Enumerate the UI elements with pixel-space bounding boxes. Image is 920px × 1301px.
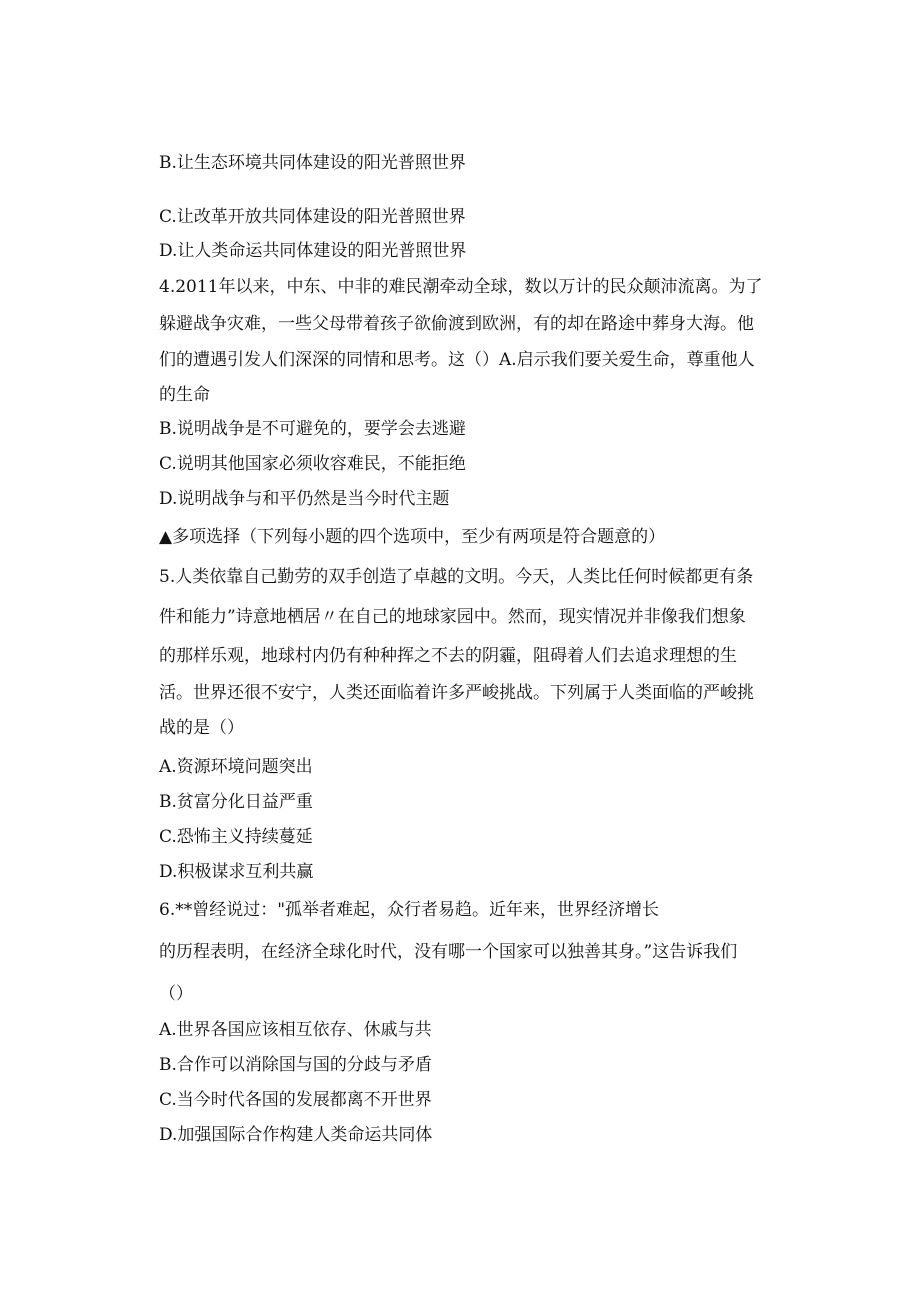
section-heading: ▲多项选择（下列每小题的四个选项中，至少有两项是符合题意的） xyxy=(159,527,666,547)
q5-option-c: C.恐怖主义持续蔓延 xyxy=(159,827,313,847)
q6-option-a: A.世界各国应该相互依存、休戚与共 xyxy=(159,1020,432,1040)
q5-option-a: A.资源环境问题突出 xyxy=(159,757,313,777)
q4-option-a-cont: 的生命 xyxy=(159,385,210,405)
q6-stem-line-1: 6.**曾经说过："孤举者难起，众行者易趋。近年来，世界经济增长 xyxy=(159,900,660,920)
q6-stem-line-3: （） xyxy=(159,984,193,1004)
q4-option-d: D.说明战争与和平仍然是当今时代主题 xyxy=(159,489,450,509)
q3-option-b: B.让生态环境共同体建设的阳光普照世界 xyxy=(159,153,466,173)
q4-option-b: B.说明战争是不可避免的，要学会去逃避 xyxy=(159,419,466,439)
q5-stem-line-5: 战的是（） xyxy=(159,718,244,738)
q3-option-d: D.让人类命运共同体建设的阳光普照世界 xyxy=(159,241,467,261)
q4-option-c: C.说明其他国家必须收容难民，不能拒绝 xyxy=(159,454,466,474)
q6-option-c: C.当今时代各国的发展都离不开世界 xyxy=(159,1090,432,1110)
q5-stem-line-2: 件和能力”诗意地栖居〃在自己的地球家园中。然而，现实情况并非像我们想象 xyxy=(159,607,746,627)
q6-option-b: B.合作可以消除国与国的分歧与矛盾 xyxy=(159,1055,432,1075)
q4-stem-line-3: 们的遭遇引发人们深深的同情和思考。这（）A.启示我们要关爱生命，尊重他人 xyxy=(159,350,755,370)
q5-option-d: D.积极谋求互利共赢 xyxy=(159,862,314,882)
q3-option-c: C.让改革开放共同体建设的阳光普照世界 xyxy=(159,207,466,227)
q4-stem-line-2: 躲避战争灾难，一些父母带着孩子欲偷渡到欧洲，有的却在路途中葬身大海。他 xyxy=(159,314,754,334)
q5-option-b: B.贫富分化日益严重 xyxy=(159,792,313,812)
q5-stem-line-4: 活。世界还很不安宁，人类还面临着许多严峻挑战。下列属于人类面临的严峻挑 xyxy=(159,683,754,703)
q6-option-d: D.加强国际合作构建人类命运共同体 xyxy=(159,1125,433,1145)
q5-stem-line-1: 5.人类依靠自己勤劳的双手创造了卓越的文明。今天，人类比任何时候都更有条 xyxy=(159,567,754,587)
q5-stem-line-3: 的那样乐观，地球村内仍有种种挥之不去的阴霾，阻碍着人们去追求理想的生 xyxy=(159,646,737,666)
q4-stem-line-1: 4.2011年以来，中东、中非的难民潮牵动全球，数以万计的民众颠沛流离。为了 xyxy=(159,277,763,297)
q6-stem-line-2: 的历程表明，在经济全球化时代，没有哪一个国家可以独善其身。”这告诉我们 xyxy=(159,942,738,962)
